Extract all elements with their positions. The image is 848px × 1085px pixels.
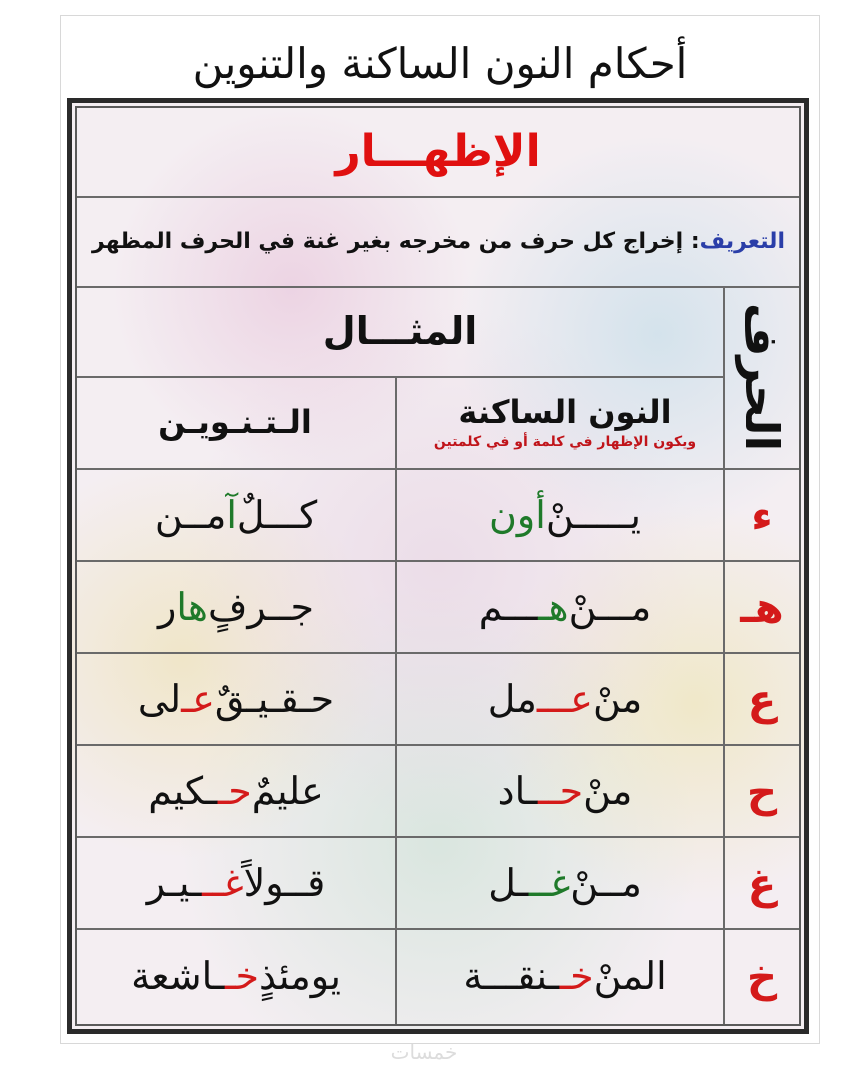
example-part-highlight: هـ [537,585,569,629]
example-part: مل [487,677,537,721]
letter-column-header: الحرف [735,302,789,452]
example-part-highlight: غــ [201,861,244,905]
nun-example [407,470,723,560]
tanween-example [77,838,395,928]
example-part: عليمٌ [251,769,324,813]
letter-cell: خ [746,951,778,1001]
tanween-example [77,746,395,836]
nun-sakinah-note: ويكون الإظهار في كلمة أو في كلمتين [433,434,697,450]
example-part: قــولاً [243,861,326,905]
example-part: ـل [488,861,529,905]
example-header: المثـــال [322,309,478,353]
letter-cell: هـ [740,582,784,632]
letter-cell: ح [746,766,778,816]
definition-row [77,198,799,284]
example-part-highlight: غــ [528,861,571,905]
example-part: مـــنْ [568,585,652,629]
example-part: ـيـر [146,861,202,905]
example-part: منْ [592,677,643,721]
example-part-highlight: أون [489,493,546,537]
nun-example [407,838,723,928]
nun-example [407,562,723,652]
nun-example [407,930,723,1022]
nun-example [407,746,723,836]
example-part: مــنْ [570,861,642,905]
example-part-highlight: ها [176,585,208,629]
letter-cell: ع [747,674,777,724]
example-part-highlight: حـ [217,769,252,813]
example-part-highlight: خـ [224,954,259,998]
example-part: ـاشعة [131,954,225,998]
watermark: خمسات [390,1040,458,1064]
tanween-example [77,654,395,744]
letter-cell: ء [751,490,773,540]
example-part: ـنقـــة [463,954,559,998]
tanween-example [77,562,395,652]
example-part: مــن [154,493,227,537]
example-part: ـــم [478,585,538,629]
example-part-highlight: آ [226,493,237,537]
example-part-highlight: حــ [537,769,584,813]
definition-text: : إخراج كل حرف من مخرجه بغير غنة في الحرف المظهر [92,228,700,254]
tanween-example [77,930,395,1022]
page-title: أحكام النون الساكنة والتنوين [192,39,688,88]
example-part: لى [137,677,182,721]
example-part: حـقـيـقٌ [214,677,335,721]
example-part: منْ [583,769,633,813]
example-part-highlight: عـ [181,677,215,721]
tanween-example [77,470,395,560]
chart-inner-frame [75,106,801,1026]
example-part: المنْ [593,954,667,998]
example-part: كـــلٌ [236,493,318,537]
example-part: ـكيم [148,769,218,813]
example-part: يـــــنْ [545,493,641,537]
example-part: جــرفٍ [207,585,315,629]
example-part: يومئذٍ [258,954,341,998]
column-divider [395,376,397,1024]
example-part-highlight: عـــ [536,677,593,721]
tajweed-chart [67,98,809,1034]
nun-example [407,654,723,744]
nun-sakinah-title: النون الساكنة [458,393,672,431]
tanween-header: الـتـنـويـن [158,403,312,441]
nun-sakinah-header [407,378,723,466]
section-heading: الإظهـــار [335,125,541,177]
letter-cell: غ [747,858,777,908]
example-part: ـاد [497,769,538,813]
example-part-highlight: خـ [558,954,594,998]
definition-label: التعريف [699,228,785,254]
example-part: ر [157,585,177,629]
